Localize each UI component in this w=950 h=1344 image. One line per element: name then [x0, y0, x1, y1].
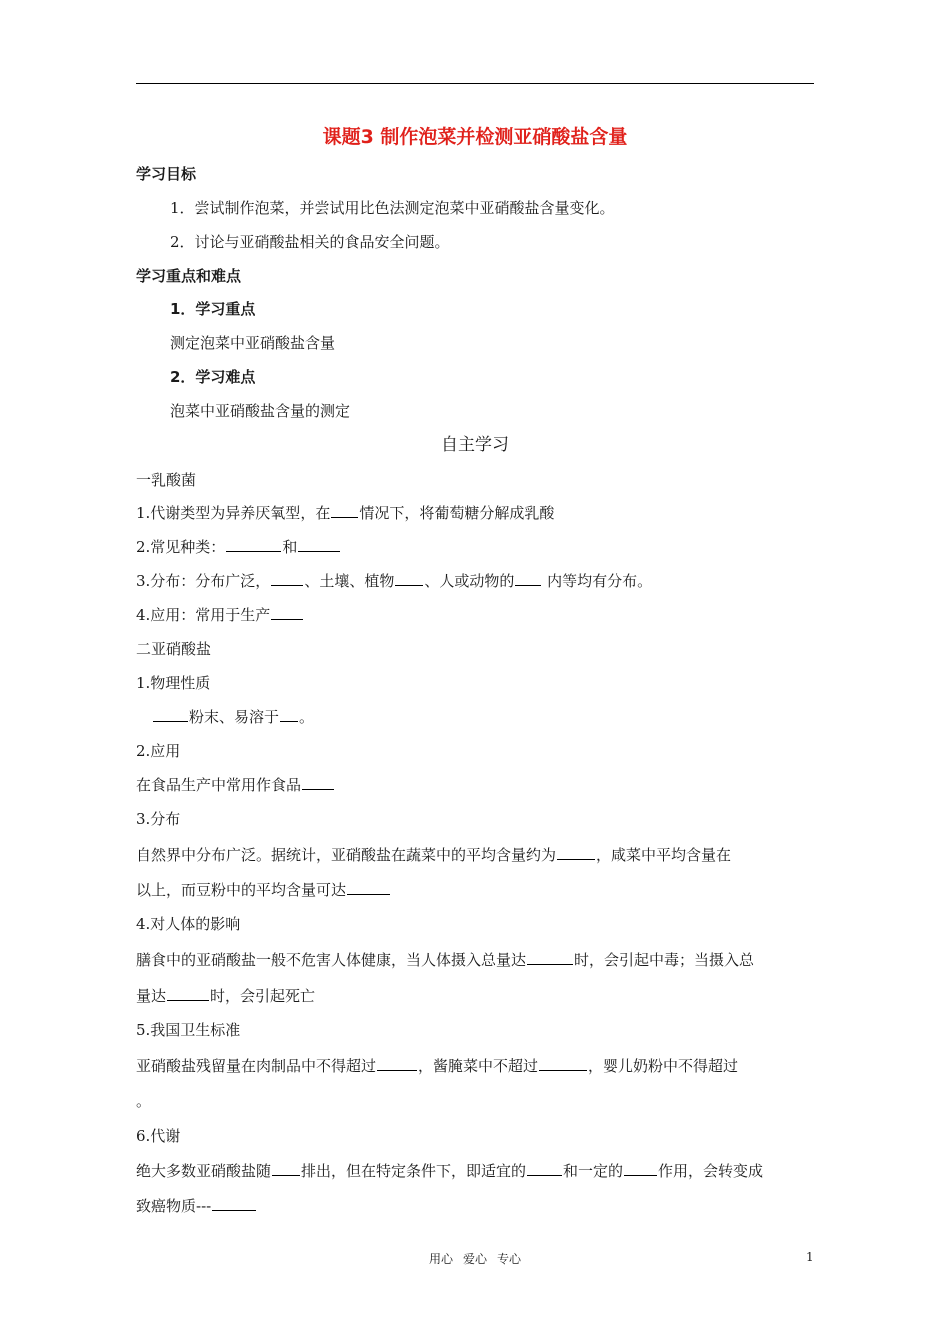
- blank[interactable]: [377, 1056, 417, 1071]
- key-point-2-text: 泡菜中亚硝酸盐含量的测定: [170, 402, 351, 420]
- footer-text-2: 爱心: [462, 1252, 487, 1266]
- blank[interactable]: [527, 1161, 562, 1176]
- key-points-heading: 学习重点和难点: [136, 267, 242, 285]
- part2-sub-4: 4.对人体的影响: [136, 915, 241, 933]
- text: ，婴儿奶粉中不得超过: [588, 1057, 739, 1075]
- blank[interactable]: [271, 605, 303, 620]
- text: 绝大多数亚硝酸盐随: [136, 1162, 272, 1180]
- part2-sub-5: 5.我国卫生标准: [136, 1021, 241, 1039]
- blank[interactable]: [226, 537, 281, 552]
- text: 和: [282, 538, 298, 556]
- self-study-heading: 自主学习: [441, 435, 509, 455]
- part1-line-4: [136, 605, 304, 625]
- text: 时，会引起死亡: [210, 987, 316, 1005]
- goals-heading: 学习目标: [136, 165, 197, 183]
- text: 致癌物质---: [136, 1197, 212, 1215]
- text: 1.代谢类型为异养厌氧型，在: [136, 504, 331, 522]
- blank[interactable]: [527, 950, 573, 965]
- part2-line-5b: 。: [136, 1092, 152, 1110]
- blank[interactable]: [331, 503, 358, 518]
- part2-line-1: [152, 707, 314, 727]
- key-point-2-heading: 2．学习难点: [170, 368, 256, 386]
- blank[interactable]: [280, 707, 298, 722]
- text: 4.应用：常用于生产: [136, 606, 271, 624]
- text: 和一定的: [563, 1162, 624, 1180]
- blank[interactable]: [271, 571, 303, 586]
- part2-sub-1: 1.物理性质: [136, 674, 211, 692]
- text: 以上，而豆粉中的平均含量可达: [136, 881, 347, 899]
- text: 2.常见种类：: [136, 538, 226, 556]
- text: 亚硝酸盐残留量在肉制品中不得超过: [136, 1057, 377, 1075]
- blank[interactable]: [167, 986, 209, 1001]
- blank[interactable]: [557, 845, 595, 860]
- key-point-1-text: 测定泡菜中亚硝酸盐含量: [170, 334, 336, 352]
- part2-sub-2: 2.应用: [136, 742, 181, 760]
- part2-line-4a: [136, 950, 754, 970]
- blank[interactable]: [302, 775, 334, 790]
- footer-text-3: 专心: [497, 1252, 522, 1266]
- blank[interactable]: [212, 1196, 256, 1211]
- blank[interactable]: [272, 1161, 300, 1176]
- document-title: 课题3 制作泡菜并检测亚硝酸盐含量: [322, 126, 628, 148]
- part2-line-3a: [136, 845, 731, 865]
- part2-line-3b: [136, 880, 391, 900]
- part1-line-1: [136, 503, 554, 523]
- blank[interactable]: [539, 1056, 587, 1071]
- part2-line-6b: [136, 1196, 257, 1216]
- text: 粉末、易溶于: [189, 708, 280, 726]
- page-number: 1: [806, 1250, 814, 1264]
- text: 、人或动物的: [424, 572, 515, 590]
- part1-line-2: [136, 537, 341, 557]
- goal-2: 2．讨论与亚硝酸盐相关的食品安全问题。: [170, 233, 450, 251]
- part1-line-3: [136, 571, 652, 591]
- key-point-1-heading: 1．学习重点: [170, 300, 256, 318]
- blank[interactable]: [347, 880, 390, 895]
- part2-line-5a: [136, 1056, 738, 1076]
- header-rule: [136, 83, 814, 84]
- blank[interactable]: [298, 537, 340, 552]
- part2-sub-3: 3.分布: [136, 810, 181, 828]
- goal-1: 1．尝试制作泡菜，并尝试用比色法测定泡菜中亚硝酸盐含量变化。: [170, 199, 615, 217]
- text: 情况下，将葡萄糖分解成乳酸: [359, 504, 555, 522]
- blank[interactable]: [395, 571, 423, 586]
- text: 内等均有分布。: [542, 572, 653, 590]
- text: 排出，但在特定条件下，即适宜的: [301, 1162, 527, 1180]
- part2-heading: 二亚硝酸盐: [136, 640, 212, 658]
- blank[interactable]: [515, 571, 541, 586]
- text: 、土壤、植物: [304, 572, 395, 590]
- text: 。: [299, 708, 315, 726]
- part1-heading: 一乳酸菌: [136, 471, 197, 489]
- text: 时，会引起中毒；当摄入总: [574, 951, 755, 969]
- text: ，酱腌菜中不超过: [418, 1057, 539, 1075]
- text: 在食品生产中常用作食品: [136, 776, 302, 794]
- text: 3.分布：分布广泛，: [136, 572, 271, 590]
- text: 量达: [136, 987, 167, 1005]
- blank[interactable]: [624, 1161, 657, 1176]
- blank[interactable]: [153, 707, 188, 722]
- text: 作用，会转变成: [658, 1162, 764, 1180]
- text: ，咸菜中平均含量在: [596, 846, 732, 864]
- part2-sub-6: 6.代谢: [136, 1127, 181, 1145]
- part2-line-4b: [136, 986, 315, 1006]
- part2-line-6a: [136, 1161, 763, 1181]
- footer-text-1: 用心: [428, 1252, 453, 1266]
- text: 自然界中分布广泛。据统计，亚硝酸盐在蔬菜中的平均含量约为: [136, 846, 557, 864]
- text: 膳食中的亚硝酸盐一般不危害人体健康，当人体摄入总量达: [136, 951, 527, 969]
- part2-line-2: [136, 775, 335, 795]
